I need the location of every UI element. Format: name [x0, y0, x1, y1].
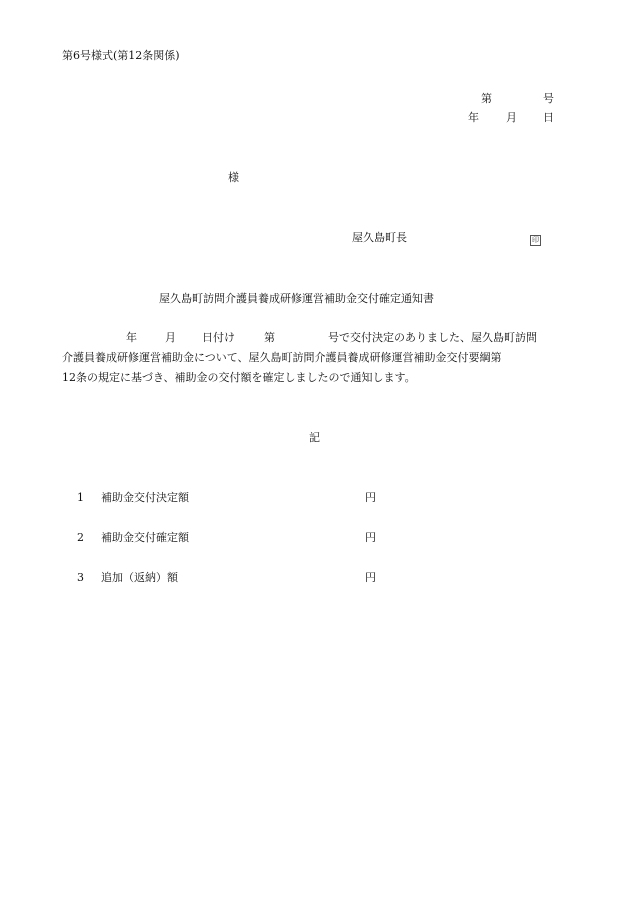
- item-number: 3: [77, 571, 84, 584]
- body-ref-month: 月: [165, 331, 176, 344]
- body-ref-dated: 日付け: [202, 331, 235, 344]
- body-line2: 介護員養成研修運営補助金について、屋久島町訪問介護員養成研修運営補助金交付要綱第: [62, 351, 502, 364]
- document-title: 屋久島町訪問介護員養成研修運営補助金交付確定通知書: [159, 292, 434, 305]
- item-label: 追加（返納）額: [101, 571, 178, 584]
- item-unit: 円: [365, 491, 376, 504]
- body-ref-dai: 第: [264, 331, 275, 344]
- list-item: [0, 571, 630, 587]
- body-ref-year: 年: [126, 331, 137, 344]
- list-item: [0, 491, 630, 507]
- item-label: 補助金交付確定額: [101, 531, 189, 544]
- item-label: 補助金交付決定額: [101, 491, 189, 504]
- item-unit: 円: [365, 531, 376, 544]
- date-year: 年: [468, 111, 479, 124]
- seal-mark: [530, 232, 541, 246]
- item-number: 2: [77, 531, 84, 544]
- list-item: [0, 531, 630, 547]
- date-day: 日: [543, 111, 554, 124]
- issuer-name: 屋久島町長: [352, 231, 407, 244]
- ki-heading: 記: [309, 431, 320, 444]
- doc-number-go: 号: [543, 92, 554, 105]
- date-month: 月: [506, 111, 517, 124]
- form-label: 第6号様式(第12条関係): [62, 49, 180, 62]
- body-line1-rest: 号で交付決定のありました、屋久島町訪問: [328, 331, 537, 344]
- item-number: 1: [77, 491, 84, 504]
- addressee-suffix: 様: [228, 171, 239, 184]
- seal-icon: 印: [532, 236, 539, 244]
- doc-number-dai: 第: [481, 92, 492, 105]
- body-line3: 12条の規定に基づき、補助金の交付額を確定しましたので通知します。: [62, 371, 416, 384]
- item-unit: 円: [365, 571, 376, 584]
